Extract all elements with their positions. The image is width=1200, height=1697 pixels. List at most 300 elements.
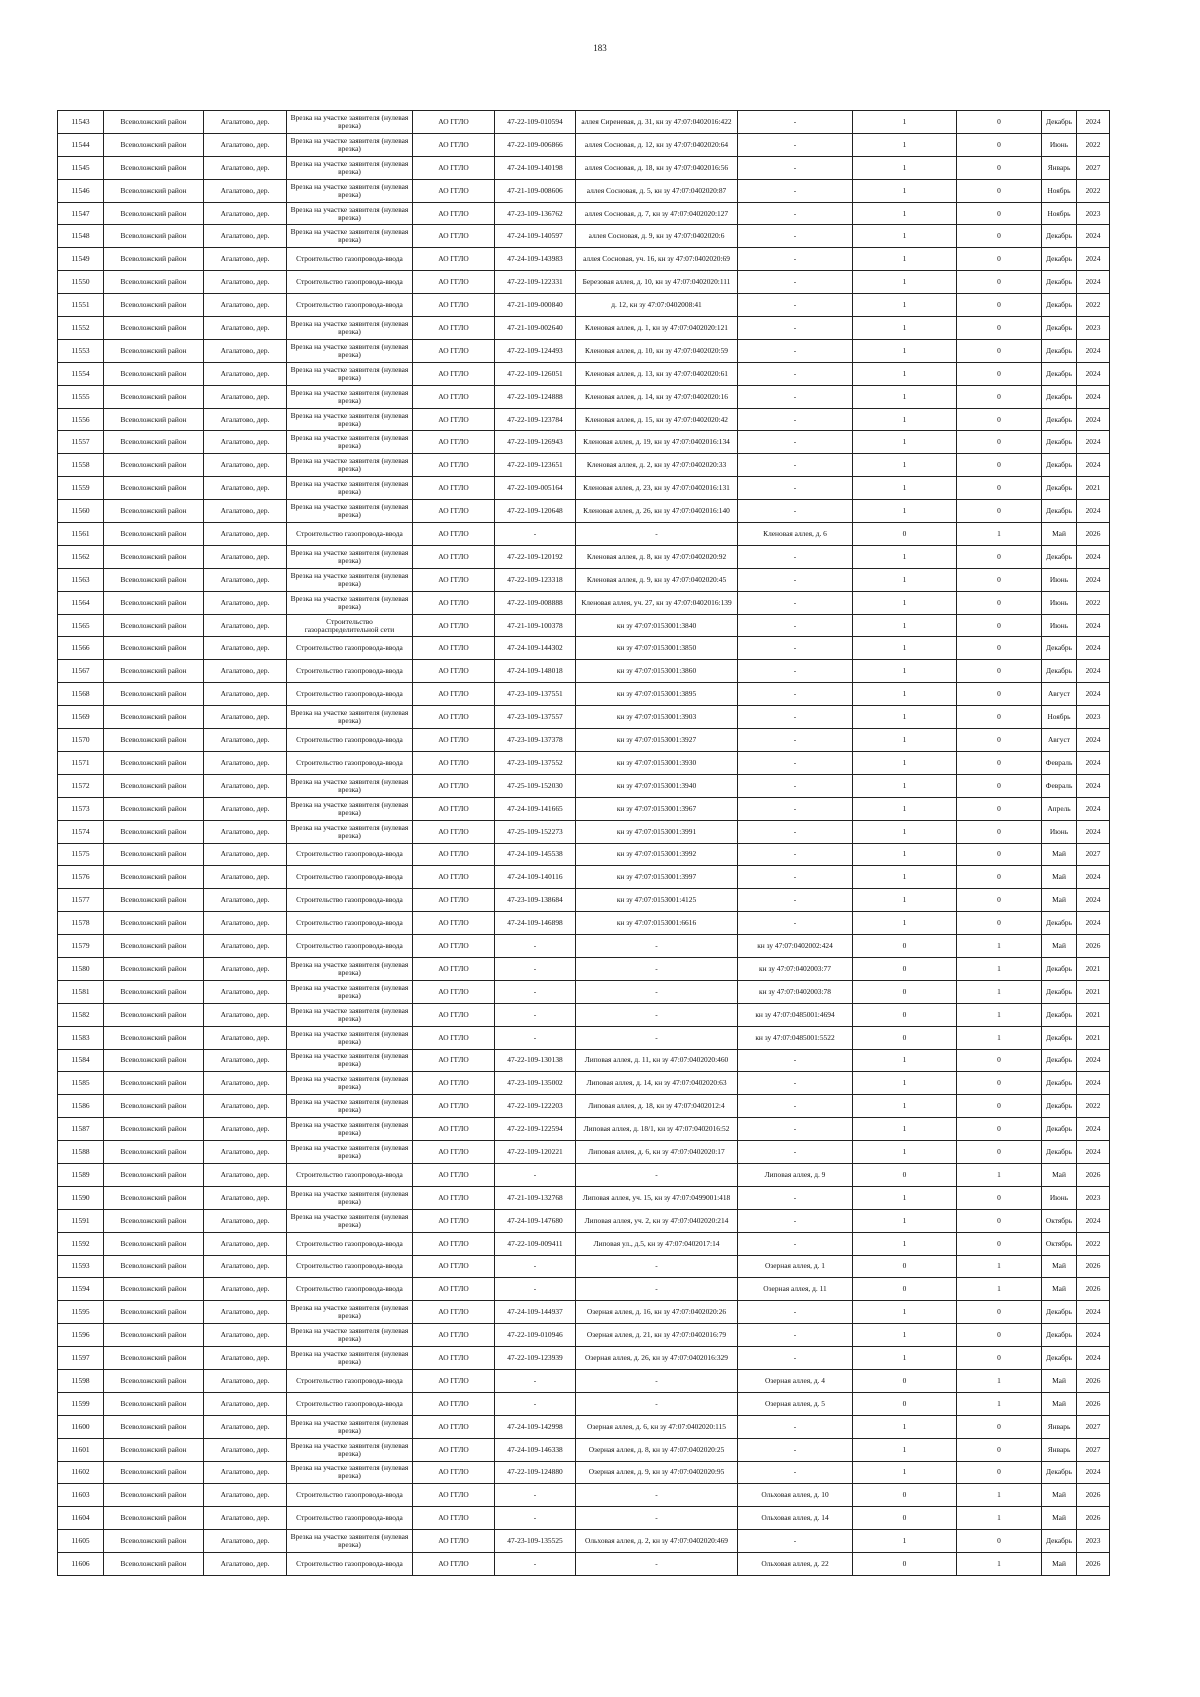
done-flag-cell: 0 <box>853 1369 957 1392</box>
district-cell: Всеволожский район <box>104 454 204 477</box>
month-cell: Декабрь <box>1042 362 1077 385</box>
district-cell: Всеволожский район <box>104 1461 204 1484</box>
month-cell: Май <box>1042 523 1077 546</box>
row-number-cell: 11587 <box>58 1118 104 1141</box>
planned-address-cell: - <box>738 271 853 294</box>
row-number-cell: 11553 <box>58 339 104 362</box>
year-cell: 2024 <box>1077 248 1110 271</box>
month-cell: Октябрь <box>1042 1232 1077 1255</box>
table-row <box>58 1507 1110 1530</box>
work-type-cell: Строительство газопровода-ввода <box>287 1163 413 1186</box>
settlement-cell: Агалатово, дер. <box>204 454 287 477</box>
done-flag-cell: 0 <box>853 1003 957 1026</box>
settlement-cell: Агалатово, дер. <box>204 706 287 729</box>
done-flag-cell: 1 <box>853 683 957 706</box>
done-flag-cell: 1 <box>853 912 957 935</box>
settlement-cell: Агалатово, дер. <box>204 912 287 935</box>
planned-flag-cell: 0 <box>957 1209 1042 1232</box>
application-number-cell: 47-24-109-145538 <box>495 843 576 866</box>
month-cell: Декабрь <box>1042 637 1077 660</box>
settlement-cell: Агалатово, дер. <box>204 1118 287 1141</box>
year-cell: 2022 <box>1077 179 1110 202</box>
work-type-cell: Врезка на участке заявителя (нулевая врезка) <box>287 500 413 523</box>
organization-cell: АО ГГЛО <box>413 866 495 889</box>
work-type-cell: Строительство газопровода-ввода <box>287 1484 413 1507</box>
address-cadastral-cell: Кленовая аллея, д. 23, кн зу 47:07:0402016:131 <box>576 477 738 500</box>
application-number-cell: 47-22-109-010946 <box>495 1324 576 1347</box>
district-cell: Всеволожский район <box>104 1415 204 1438</box>
table-row <box>58 1461 1110 1484</box>
address-cadastral-cell: Кленовая аллея, д. 13, кн зу 47:07:0402020:61 <box>576 362 738 385</box>
district-cell: Всеволожский район <box>104 568 204 591</box>
done-flag-cell: 1 <box>853 797 957 820</box>
settlement-cell: Агалатово, дер. <box>204 1530 287 1553</box>
settlement-cell: Агалатово, дер. <box>204 385 287 408</box>
table-row <box>58 1415 1110 1438</box>
organization-cell: АО ГГЛО <box>413 1461 495 1484</box>
table-row <box>58 1278 1110 1301</box>
district-cell: Всеволожский район <box>104 1324 204 1347</box>
work-type-cell: Врезка на участке заявителя (нулевая врезка) <box>287 1003 413 1026</box>
month-cell: Февраль <box>1042 751 1077 774</box>
work-type-cell: Врезка на участке заявителя (нулевая врезка) <box>287 1209 413 1232</box>
done-flag-cell: 1 <box>853 1186 957 1209</box>
row-number-cell: 11545 <box>58 156 104 179</box>
settlement-cell: Агалатово, дер. <box>204 1095 287 1118</box>
district-cell: Всеволожский район <box>104 751 204 774</box>
organization-cell: АО ГГЛО <box>413 408 495 431</box>
table-row <box>58 385 1110 408</box>
done-flag-cell: 0 <box>853 1278 957 1301</box>
work-type-cell: Строительство газопровода-ввода <box>287 889 413 912</box>
table-row <box>58 706 1110 729</box>
row-number-cell: 11586 <box>58 1095 104 1118</box>
month-cell: Май <box>1042 1163 1077 1186</box>
planned-address-cell: - <box>738 683 853 706</box>
month-cell: Январь <box>1042 1438 1077 1461</box>
month-cell: Декабрь <box>1042 271 1077 294</box>
row-number-cell: 11562 <box>58 545 104 568</box>
done-flag-cell: 1 <box>853 202 957 225</box>
work-type-cell: Строительство газопровода-ввода <box>287 1392 413 1415</box>
address-cadastral-cell: кн зу 47:07:0153001:6616 <box>576 912 738 935</box>
organization-cell: АО ГГЛО <box>413 729 495 752</box>
address-cadastral-cell: аллея Сосновая, д. 7, кн зу 47:07:0402020:127 <box>576 202 738 225</box>
year-cell: 2024 <box>1077 500 1110 523</box>
row-number-cell: 11554 <box>58 362 104 385</box>
month-cell: Декабрь <box>1042 1530 1077 1553</box>
district-cell: Всеволожский район <box>104 774 204 797</box>
planned-flag-cell: 0 <box>957 294 1042 317</box>
row-number-cell: 11570 <box>58 729 104 752</box>
year-cell: 2024 <box>1077 912 1110 935</box>
month-cell: Декабрь <box>1042 294 1077 317</box>
planned-address-cell: - <box>738 1438 853 1461</box>
address-cadastral-cell: Липовая аллея, д. 18/1, кн зу 47:07:0402016:52 <box>576 1118 738 1141</box>
district-cell: Всеволожский район <box>104 1369 204 1392</box>
planned-flag-cell: 1 <box>957 523 1042 546</box>
address-cadastral-cell: аллея Сосновая, уч. 16, кн зу 47:07:0402020:69 <box>576 248 738 271</box>
row-number-cell: 11568 <box>58 683 104 706</box>
table-row <box>58 637 1110 660</box>
year-cell: 2024 <box>1077 1324 1110 1347</box>
planned-flag-cell: 1 <box>957 980 1042 1003</box>
settlement-cell: Агалатово, дер. <box>204 248 287 271</box>
table-row <box>58 1095 1110 1118</box>
settlement-cell: Агалатово, дер. <box>204 1255 287 1278</box>
done-flag-cell: 1 <box>853 1141 957 1164</box>
organization-cell: АО ГГЛО <box>413 1186 495 1209</box>
month-cell: Декабрь <box>1042 1095 1077 1118</box>
done-flag-cell: 1 <box>853 339 957 362</box>
address-cadastral-cell: кн зу 47:07:0153001:3927 <box>576 729 738 752</box>
organization-cell: АО ГГЛО <box>413 317 495 340</box>
work-type-cell: Строительство газопровода-ввода <box>287 523 413 546</box>
application-number-cell: - <box>495 1484 576 1507</box>
application-number-cell: 47-25-109-152273 <box>495 820 576 843</box>
organization-cell: АО ГГЛО <box>413 294 495 317</box>
address-cadastral-cell: Кленовая аллея, уч. 27, кн зу 47:07:0402016:139 <box>576 591 738 614</box>
settlement-cell: Агалатово, дер. <box>204 935 287 958</box>
table-row <box>58 1072 1110 1095</box>
month-cell: Май <box>1042 889 1077 912</box>
application-number-cell: 47-22-109-126943 <box>495 431 576 454</box>
year-cell: 2022 <box>1077 1232 1110 1255</box>
organization-cell: АО ГГЛО <box>413 1392 495 1415</box>
organization-cell: АО ГГЛО <box>413 751 495 774</box>
application-number-cell: 47-22-109-120192 <box>495 545 576 568</box>
district-cell: Всеволожский район <box>104 523 204 546</box>
done-flag-cell: 1 <box>853 889 957 912</box>
address-cadastral-cell: Озерная аллея, д. 26, кн зу 47:07:0402016:329 <box>576 1347 738 1370</box>
organization-cell: АО ГГЛО <box>413 1438 495 1461</box>
planned-address-cell: - <box>738 820 853 843</box>
work-type-cell: Врезка на участке заявителя (нулевая врезка) <box>287 1049 413 1072</box>
address-cadastral-cell: Кленовая аллея, д. 19, кн зу 47:07:0402016:134 <box>576 431 738 454</box>
address-cadastral-cell: Липовая ул., д.5, кн зу 47:07:0402017:14 <box>576 1232 738 1255</box>
planned-address-cell: Липовая аллея, д. 9 <box>738 1163 853 1186</box>
month-cell: Декабрь <box>1042 1347 1077 1370</box>
planned-flag-cell: 0 <box>957 1141 1042 1164</box>
planned-address-cell: - <box>738 889 853 912</box>
district-cell: Всеволожский район <box>104 248 204 271</box>
table-row <box>58 179 1110 202</box>
month-cell: Май <box>1042 1392 1077 1415</box>
planned-address-cell: - <box>738 912 853 935</box>
work-type-cell: Врезка на участке заявителя (нулевая врезка) <box>287 1301 413 1324</box>
row-number-cell: 11552 <box>58 317 104 340</box>
organization-cell: АО ГГЛО <box>413 500 495 523</box>
row-number-cell: 11606 <box>58 1553 104 1576</box>
settlement-cell: Агалатово, дер. <box>204 1347 287 1370</box>
settlement-cell: Агалатово, дер. <box>204 1163 287 1186</box>
planned-address-cell: - <box>738 1118 853 1141</box>
done-flag-cell: 0 <box>853 980 957 1003</box>
district-cell: Всеволожский район <box>104 889 204 912</box>
planned-flag-cell: 1 <box>957 1163 1042 1186</box>
application-number-cell: 47-23-109-135002 <box>495 1072 576 1095</box>
table-row <box>58 225 1110 248</box>
address-cadastral-cell: кн зу 47:07:0153001:3840 <box>576 614 738 637</box>
planned-flag-cell: 0 <box>957 133 1042 156</box>
work-type-cell: Врезка на участке заявителя (нулевая врезка) <box>287 797 413 820</box>
done-flag-cell: 1 <box>853 111 957 134</box>
settlement-cell: Агалатово, дер. <box>204 408 287 431</box>
organization-cell: АО ГГЛО <box>413 706 495 729</box>
planned-flag-cell: 0 <box>957 545 1042 568</box>
organization-cell: АО ГГЛО <box>413 1209 495 1232</box>
row-number-cell: 11572 <box>58 774 104 797</box>
row-number-cell: 11544 <box>58 133 104 156</box>
done-flag-cell: 1 <box>853 385 957 408</box>
planned-address-cell: - <box>738 866 853 889</box>
organization-cell: АО ГГЛО <box>413 1347 495 1370</box>
planned-address-cell: - <box>738 637 853 660</box>
month-cell: Декабрь <box>1042 1324 1077 1347</box>
settlement-cell: Агалатово, дер. <box>204 362 287 385</box>
work-type-cell: Врезка на участке заявителя (нулевая врезка) <box>287 980 413 1003</box>
table-row <box>58 1392 1110 1415</box>
planned-flag-cell: 0 <box>957 843 1042 866</box>
settlement-cell: Агалатово, дер. <box>204 1369 287 1392</box>
organization-cell: АО ГГЛО <box>413 1095 495 1118</box>
organization-cell: АО ГГЛО <box>413 1278 495 1301</box>
address-cadastral-cell: - <box>576 1369 738 1392</box>
settlement-cell: Агалатово, дер. <box>204 1186 287 1209</box>
organization-cell: АО ГГЛО <box>413 202 495 225</box>
done-flag-cell: 1 <box>853 1118 957 1141</box>
year-cell: 2026 <box>1077 1163 1110 1186</box>
month-cell: Декабрь <box>1042 225 1077 248</box>
planned-flag-cell: 0 <box>957 568 1042 591</box>
address-cadastral-cell: Кленовая аллея, д. 26, кн зу 47:07:0402016:140 <box>576 500 738 523</box>
planned-flag-cell: 0 <box>957 1095 1042 1118</box>
table-row <box>58 271 1110 294</box>
organization-cell: АО ГГЛО <box>413 339 495 362</box>
address-cadastral-cell: Липовая аллея, д. 14, кн зу 47:07:0402020:63 <box>576 1072 738 1095</box>
planned-address-cell: - <box>738 133 853 156</box>
settlement-cell: Агалатово, дер. <box>204 1026 287 1049</box>
month-cell: Декабрь <box>1042 1301 1077 1324</box>
application-number-cell: - <box>495 957 576 980</box>
month-cell: Декабрь <box>1042 1003 1077 1026</box>
row-number-cell: 11558 <box>58 454 104 477</box>
application-number-cell: 47-21-109-132768 <box>495 1186 576 1209</box>
row-number-cell: 11567 <box>58 660 104 683</box>
row-number-cell: 11595 <box>58 1301 104 1324</box>
year-cell: 2022 <box>1077 133 1110 156</box>
work-type-cell: Врезка на участке заявителя (нулевая врезка) <box>287 591 413 614</box>
table-row <box>58 912 1110 935</box>
row-number-cell: 11578 <box>58 912 104 935</box>
planned-flag-cell: 0 <box>957 706 1042 729</box>
year-cell: 2024 <box>1077 820 1110 843</box>
district-cell: Всеволожский район <box>104 1347 204 1370</box>
month-cell: Май <box>1042 1507 1077 1530</box>
year-cell: 2024 <box>1077 271 1110 294</box>
planned-address-cell: Озерная аллея, д. 4 <box>738 1369 853 1392</box>
work-type-cell: Врезка на участке заявителя (нулевая врезка) <box>287 1026 413 1049</box>
year-cell: 2023 <box>1077 317 1110 340</box>
settlement-cell: Агалатово, дер. <box>204 866 287 889</box>
done-flag-cell: 1 <box>853 1415 957 1438</box>
planned-flag-cell: 0 <box>957 889 1042 912</box>
table-row <box>58 935 1110 958</box>
year-cell: 2024 <box>1077 1461 1110 1484</box>
done-flag-cell: 1 <box>853 1461 957 1484</box>
settlement-cell: Агалатово, дер. <box>204 477 287 500</box>
address-cadastral-cell: Кленовая аллея, д. 1, кн зу 47:07:0402020:121 <box>576 317 738 340</box>
month-cell: Декабрь <box>1042 980 1077 1003</box>
row-number-cell: 11557 <box>58 431 104 454</box>
work-type-cell: Врезка на участке заявителя (нулевая врезка) <box>287 156 413 179</box>
application-number-cell: 47-24-109-140198 <box>495 156 576 179</box>
table-row <box>58 500 1110 523</box>
organization-cell: АО ГГЛО <box>413 820 495 843</box>
organization-cell: АО ГГЛО <box>413 362 495 385</box>
year-cell: 2023 <box>1077 1530 1110 1553</box>
row-number-cell: 11569 <box>58 706 104 729</box>
registry-table <box>57 110 1110 1576</box>
application-number-cell: 47-22-109-123651 <box>495 454 576 477</box>
district-cell: Всеволожский район <box>104 1530 204 1553</box>
planned-flag-cell: 0 <box>957 248 1042 271</box>
organization-cell: АО ГГЛО <box>413 385 495 408</box>
settlement-cell: Агалатово, дер. <box>204 202 287 225</box>
done-flag-cell: 1 <box>853 317 957 340</box>
row-number-cell: 11550 <box>58 271 104 294</box>
organization-cell: АО ГГЛО <box>413 1324 495 1347</box>
address-cadastral-cell: - <box>576 1507 738 1530</box>
row-number-cell: 11555 <box>58 385 104 408</box>
row-number-cell: 11571 <box>58 751 104 774</box>
address-cadastral-cell: кн зу 47:07:0153001:3850 <box>576 637 738 660</box>
district-cell: Всеволожский район <box>104 1553 204 1576</box>
district-cell: Всеволожский район <box>104 935 204 958</box>
application-number-cell: 47-21-109-008606 <box>495 179 576 202</box>
month-cell: Декабрь <box>1042 385 1077 408</box>
organization-cell: АО ГГЛО <box>413 1118 495 1141</box>
row-number-cell: 11579 <box>58 935 104 958</box>
year-cell: 2024 <box>1077 545 1110 568</box>
work-type-cell: Строительство газопровода-ввода <box>287 1278 413 1301</box>
application-number-cell: - <box>495 1255 576 1278</box>
address-cadastral-cell: - <box>576 1392 738 1415</box>
address-cadastral-cell: Липовая аллея, д. 11, кн зу 47:07:0402020:460 <box>576 1049 738 1072</box>
work-type-cell: Врезка на участке заявителя (нулевая врезка) <box>287 1415 413 1438</box>
month-cell: Декабрь <box>1042 317 1077 340</box>
settlement-cell: Агалатово, дер. <box>204 980 287 1003</box>
district-cell: Всеволожский район <box>104 1163 204 1186</box>
planned-flag-cell: 1 <box>957 935 1042 958</box>
month-cell: Июнь <box>1042 614 1077 637</box>
settlement-cell: Агалатово, дер. <box>204 1301 287 1324</box>
district-cell: Всеволожский район <box>104 179 204 202</box>
work-type-cell: Врезка на участке заявителя (нулевая врезка) <box>287 317 413 340</box>
done-flag-cell: 1 <box>853 843 957 866</box>
month-cell: Декабрь <box>1042 1049 1077 1072</box>
settlement-cell: Агалатово, дер. <box>204 797 287 820</box>
address-cadastral-cell: Кленовая аллея, д. 8, кн зу 47:07:0402020:92 <box>576 545 738 568</box>
application-number-cell: 47-23-109-137551 <box>495 683 576 706</box>
table-row <box>58 1232 1110 1255</box>
month-cell: Ноябрь <box>1042 706 1077 729</box>
planned-flag-cell: 0 <box>957 385 1042 408</box>
row-number-cell: 11575 <box>58 843 104 866</box>
row-number-cell: 11564 <box>58 591 104 614</box>
table-row <box>58 133 1110 156</box>
planned-address-cell: - <box>738 797 853 820</box>
address-cadastral-cell: Липовая аллея, уч. 2, кн зу 47:07:0402020:214 <box>576 1209 738 1232</box>
application-number-cell: 47-22-109-122203 <box>495 1095 576 1118</box>
done-flag-cell: 1 <box>853 774 957 797</box>
year-cell: 2023 <box>1077 1186 1110 1209</box>
table-row <box>58 1438 1110 1461</box>
done-flag-cell: 0 <box>853 1392 957 1415</box>
planned-address-cell: - <box>738 568 853 591</box>
application-number-cell: 47-22-109-130138 <box>495 1049 576 1072</box>
application-number-cell: 47-22-109-124888 <box>495 385 576 408</box>
table-row <box>58 614 1110 637</box>
year-cell: 2023 <box>1077 706 1110 729</box>
organization-cell: АО ГГЛО <box>413 683 495 706</box>
application-number-cell: 47-22-109-123939 <box>495 1347 576 1370</box>
address-cadastral-cell: Липовая аллея, уч. 15, кн зу 47:07:0499001:418 <box>576 1186 738 1209</box>
done-flag-cell: 1 <box>853 820 957 843</box>
month-cell: Декабрь <box>1042 1118 1077 1141</box>
planned-flag-cell: 0 <box>957 271 1042 294</box>
planned-address-cell: Озерная аллея, д. 1 <box>738 1255 853 1278</box>
table-row <box>58 980 1110 1003</box>
district-cell: Всеволожский район <box>104 317 204 340</box>
address-cadastral-cell: - <box>576 957 738 980</box>
district-cell: Всеволожский район <box>104 591 204 614</box>
work-type-cell: Строительство газопровода-ввода <box>287 866 413 889</box>
year-cell: 2026 <box>1077 1553 1110 1576</box>
application-number-cell: 47-21-109-100378 <box>495 614 576 637</box>
district-cell: Всеволожский район <box>104 1072 204 1095</box>
table-row <box>58 317 1110 340</box>
settlement-cell: Агалатово, дер. <box>204 133 287 156</box>
application-number-cell: 47-24-109-140597 <box>495 225 576 248</box>
planned-flag-cell: 0 <box>957 729 1042 752</box>
table-row <box>58 1209 1110 1232</box>
application-number-cell: - <box>495 523 576 546</box>
row-number-cell: 11561 <box>58 523 104 546</box>
work-type-cell: Врезка на участке заявителя (нулевая врезка) <box>287 454 413 477</box>
settlement-cell: Агалатово, дер. <box>204 523 287 546</box>
application-number-cell: 47-23-109-137552 <box>495 751 576 774</box>
district-cell: Всеволожский район <box>104 1186 204 1209</box>
row-number-cell: 11583 <box>58 1026 104 1049</box>
year-cell: 2024 <box>1077 774 1110 797</box>
done-flag-cell: 1 <box>853 637 957 660</box>
done-flag-cell: 0 <box>853 957 957 980</box>
year-cell: 2021 <box>1077 957 1110 980</box>
table-row <box>58 774 1110 797</box>
planned-address-cell: - <box>738 1049 853 1072</box>
done-flag-cell: 1 <box>853 866 957 889</box>
work-type-cell: Врезка на участке заявителя (нулевая врезка) <box>287 820 413 843</box>
done-flag-cell: 1 <box>853 156 957 179</box>
planned-flag-cell: 1 <box>957 1369 1042 1392</box>
year-cell: 2026 <box>1077 935 1110 958</box>
work-type-cell: Строительство газопровода-ввода <box>287 660 413 683</box>
application-number-cell: 47-24-109-146898 <box>495 912 576 935</box>
work-type-cell: Строительство газопровода-ввода <box>287 248 413 271</box>
month-cell: Июнь <box>1042 591 1077 614</box>
done-flag-cell: 1 <box>853 591 957 614</box>
